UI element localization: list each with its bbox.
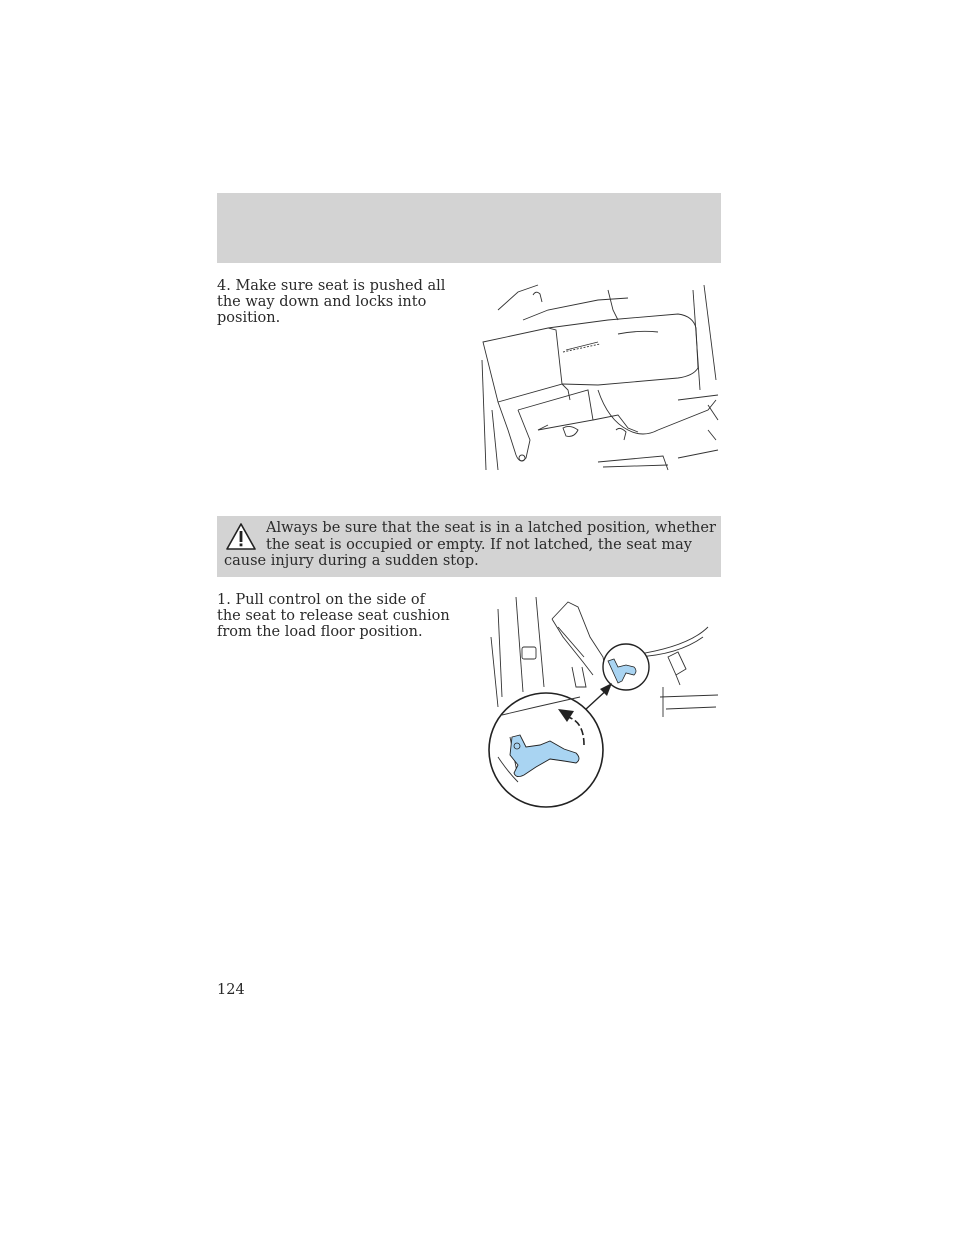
seat-release-control-illustration (488, 597, 720, 811)
step-4-text: 4. Make sure seat is pushed all the way down and locks into position. (217, 278, 446, 326)
warning-box (217, 516, 721, 577)
warning-text: Always be sure that the seat is in a latched position, whether the seat is occupied or empty. If not latched, the seat may cause injury during a sudden stop. (224, 520, 716, 569)
step-1-text: 1. Pull control on the side of the seat to release seat cushion from the load floor position. (217, 592, 450, 640)
header-band (217, 193, 721, 263)
page-number: 124 (217, 982, 245, 998)
seat-locked-illustration (478, 280, 723, 472)
